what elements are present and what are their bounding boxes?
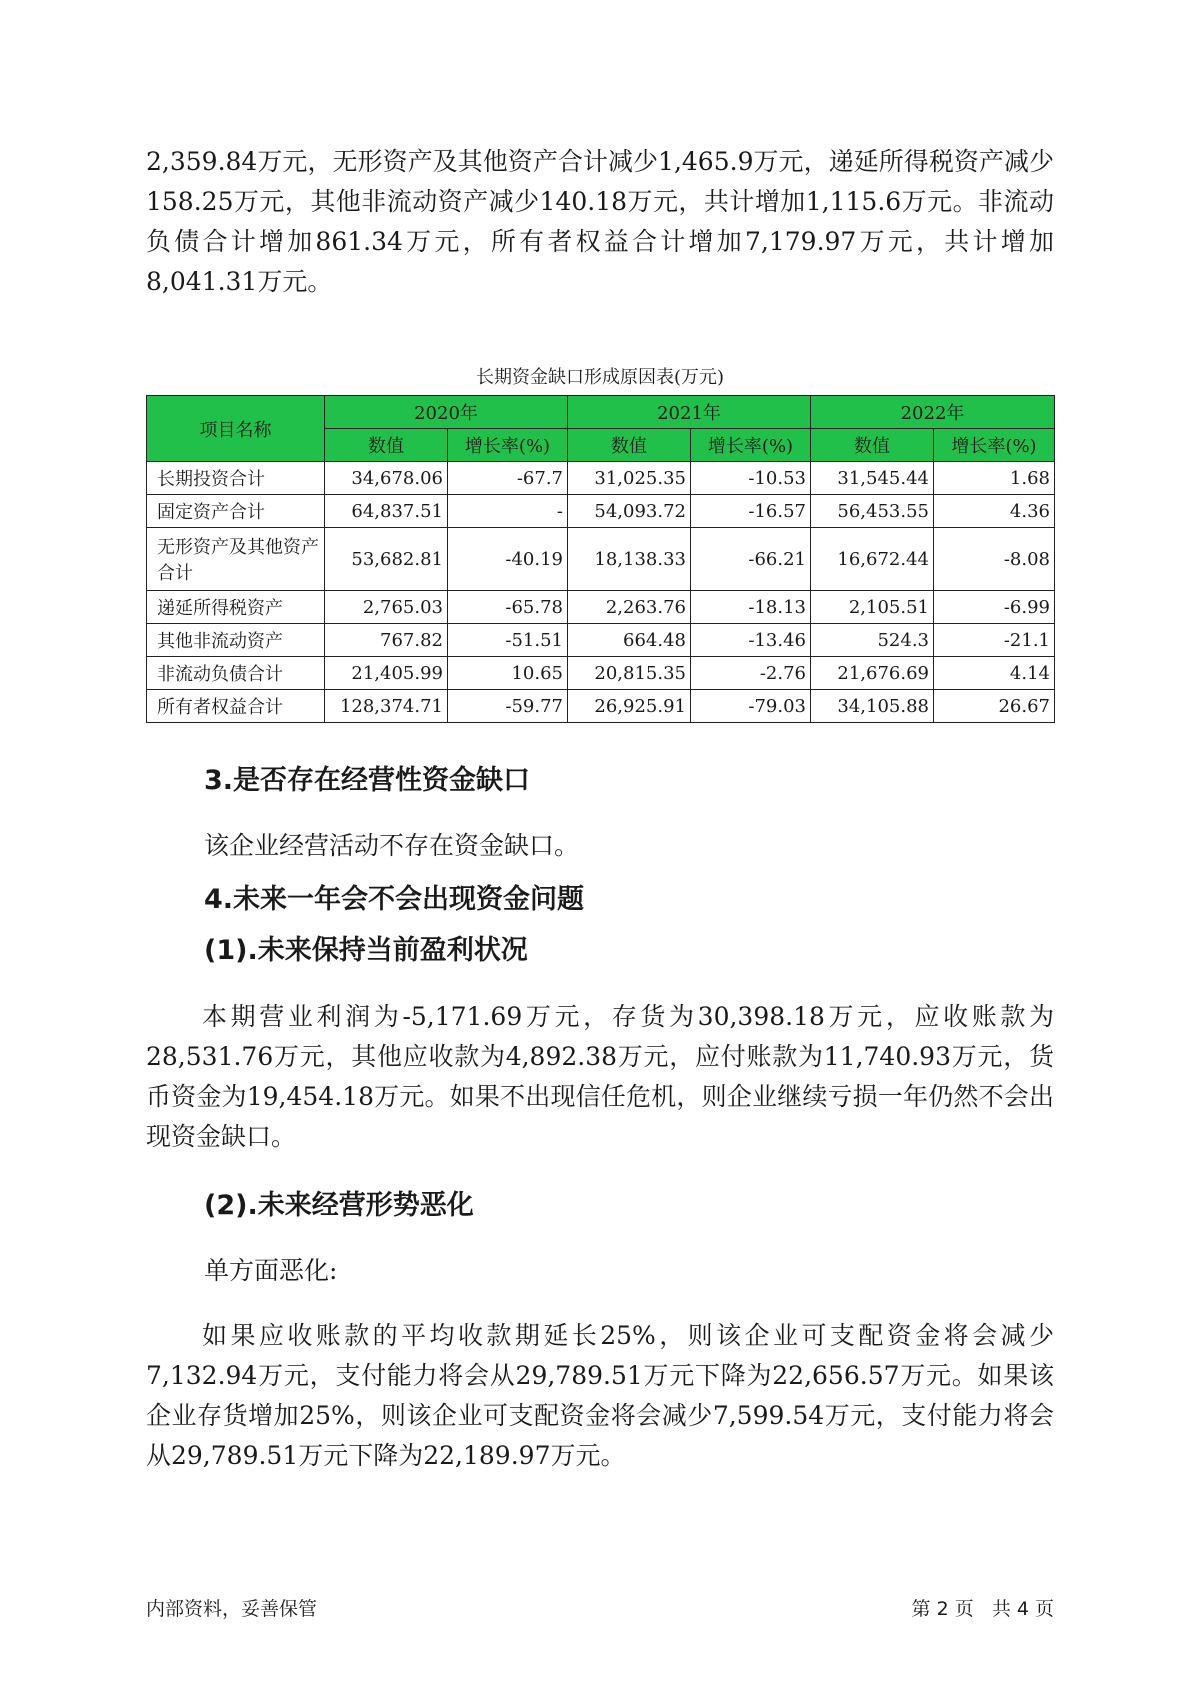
cell-value: 64,837.51 <box>325 495 448 528</box>
section3-heading: 3.是否存在经营性资金缺口 <box>204 765 531 796</box>
cell-growth: -6.99 <box>934 591 1055 624</box>
cell-growth: -51.51 <box>448 624 568 657</box>
cell-value: 53,682.81 <box>325 528 448 591</box>
cell-value: 34,105.88 <box>811 690 934 723</box>
header-item-name: 项目名称 <box>147 396 325 462</box>
funding-gap-table <box>146 395 1055 723</box>
cell-growth: -10.53 <box>691 462 811 495</box>
row-name: 无形资产及其他资产合计 <box>147 528 325 591</box>
cell-growth: -16.57 <box>691 495 811 528</box>
header-growth: 增长率(%) <box>691 429 811 462</box>
cell-growth: -13.46 <box>691 624 811 657</box>
row-name: 非流动负债合计 <box>147 657 325 690</box>
section4-sub2-heading: (2).未来经营形势恶化 <box>204 1190 474 1221</box>
cell-value: 34,678.06 <box>325 462 448 495</box>
cell-growth: -40.19 <box>448 528 568 591</box>
cell-value: 21,405.99 <box>325 657 448 690</box>
cell-growth: 4.14 <box>934 657 1055 690</box>
cell-value: 128,374.71 <box>325 690 448 723</box>
header-year-2021: 2021年 <box>568 396 811 429</box>
section4-heading: 4.未来一年会不会出现资金问题 <box>204 884 585 915</box>
cell-growth: -8.08 <box>934 528 1055 591</box>
header-value: 数值 <box>568 429 691 462</box>
cell-growth: -66.21 <box>691 528 811 591</box>
cell-value: 2,263.76 <box>568 591 691 624</box>
cell-growth: 4.36 <box>934 495 1055 528</box>
table-caption: 长期资金缺口形成原因表(万元) <box>475 367 725 388</box>
header-growth: 增长率(%) <box>934 429 1055 462</box>
header-value: 数值 <box>325 429 448 462</box>
row-name: 所有者权益合计 <box>147 690 325 723</box>
cell-growth: -2.76 <box>691 657 811 690</box>
cell-value: 26,925.91 <box>568 690 691 723</box>
row-name: 固定资产合计 <box>147 495 325 528</box>
section4-sub1-body: 本期营业利润为-5,171.69万元，存货为30,398.18万元，应收账款为28,531.76万元，其他应收款为4,892.38万元，应付账款为11,740.93万元，货币资金为19,454.18万元。如果不出现信任危机，则企业继续亏损一年仍然不会出现资金缺口。 <box>146 1002 1054 1151</box>
table-row <box>147 690 1055 723</box>
cell-growth: 1.68 <box>934 462 1055 495</box>
section4-sub1-heading: (1).未来保持当前盈利状况 <box>204 935 528 966</box>
cell-growth: -67.7 <box>448 462 568 495</box>
cell-value: 18,138.33 <box>568 528 691 591</box>
footer-page-number: 第 2 页 共 4 页 <box>911 1598 1054 1620</box>
cell-value: 31,545.44 <box>811 462 934 495</box>
footer-confidential: 内部资料，妥善保管 <box>146 1598 318 1620</box>
cell-value: 2,765.03 <box>325 591 448 624</box>
row-name: 递延所得税资产 <box>147 591 325 624</box>
cell-value: 21,676.69 <box>811 657 934 690</box>
row-name: 其他非流动资产 <box>147 624 325 657</box>
section4-sub2-body: 如果应收账款的平均收款期延长25%，则该企业可支配资金将会减少7,132.94万元，支付能力将会从29,789.51万元下降为22,656.57万元。如果该企业存货增加25%，则该企业可支配资金将会减少7,599.54万元，支付能力将会从29,789.51万元下降为22,189.97万元。 <box>146 1321 1054 1470</box>
cell-value: 16,672.44 <box>811 528 934 591</box>
cell-value: 524.3 <box>811 624 934 657</box>
cell-value: 31,025.35 <box>568 462 691 495</box>
table-row <box>147 591 1055 624</box>
cell-growth: - <box>448 495 568 528</box>
table-row <box>147 495 1055 528</box>
table-row <box>147 462 1055 495</box>
table-row <box>147 657 1055 690</box>
cell-value: 54,093.72 <box>568 495 691 528</box>
header-year-2020: 2020年 <box>325 396 568 429</box>
cell-value: 767.82 <box>325 624 448 657</box>
section3-body: 该企业经营活动不存在资金缺口。 <box>204 831 580 860</box>
header-growth: 增长率(%) <box>448 429 568 462</box>
intro-paragraph: 2,359.84万元，无形资产及其他资产合计减少1,465.9万元，递延所得税资产减少158.25万元，其他非流动资产减少140.18万元，共计增加1,115.6万元。非流动负债合计增加861.34万元，所有者权益合计增加7,179.97万元，共计增加8,041.31万元。 <box>146 147 1054 296</box>
cell-growth: -65.78 <box>448 591 568 624</box>
table-row <box>147 528 1055 591</box>
section4-sub2-label: 单方面恶化: <box>204 1256 338 1285</box>
cell-growth: 26.67 <box>934 690 1055 723</box>
cell-value: 2,105.51 <box>811 591 934 624</box>
cell-growth: 10.65 <box>448 657 568 690</box>
cell-value: 664.48 <box>568 624 691 657</box>
header-value: 数值 <box>811 429 934 462</box>
cell-growth: -59.77 <box>448 690 568 723</box>
header-year-2022: 2022年 <box>811 396 1055 429</box>
cell-growth: -18.13 <box>691 591 811 624</box>
cell-growth: -21.1 <box>934 624 1055 657</box>
table-row <box>147 624 1055 657</box>
cell-growth: -79.03 <box>691 690 811 723</box>
cell-value: 20,815.35 <box>568 657 691 690</box>
row-name: 长期投资合计 <box>147 462 325 495</box>
cell-value: 56,453.55 <box>811 495 934 528</box>
